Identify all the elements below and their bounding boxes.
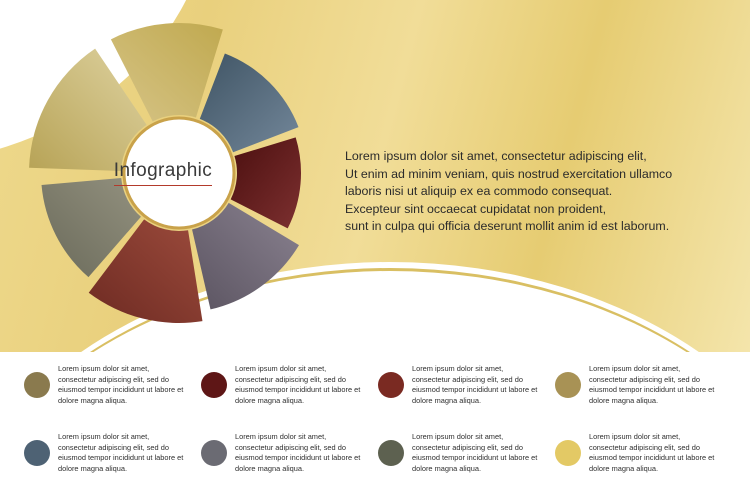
legend-item-text: Lorem ipsum dolor sit amet, consectetur adipiscing elit, sed do eiusmod tempor incididunt ut labore et dolore magna aliqua. bbox=[58, 364, 184, 405]
donut-chart bbox=[18, 12, 340, 334]
donut-center-label: Infographic bbox=[114, 160, 212, 186]
intro-paragraph-line-2: Ut enim ad minim veniam, quis nostrud exercitation ullamco bbox=[345, 166, 673, 181]
legend-bullet-icon bbox=[201, 440, 227, 466]
legend-item[interactable] bbox=[24, 432, 201, 492]
legend-item-text: Lorem ipsum dolor sit amet, consectetur adipiscing elit, sed do eiusmod tempor incididunt ut labore et dolore magna aliqua. bbox=[589, 432, 715, 473]
legend-item[interactable] bbox=[201, 364, 378, 424]
legend-item[interactable] bbox=[555, 364, 732, 424]
legend-item[interactable] bbox=[555, 432, 732, 492]
legend-bullet-icon bbox=[555, 440, 581, 466]
intro-paragraph-line-1: Lorem ipsum dolor sit amet, consectetur adipiscing elit, bbox=[345, 149, 647, 163]
legend-item-text: Lorem ipsum dolor sit amet, consectetur adipiscing elit, sed do eiusmod tempor incididunt ut labore et dolore magna aliqua. bbox=[589, 364, 715, 405]
legend-bullet-icon bbox=[555, 372, 581, 398]
legend-grid bbox=[24, 364, 734, 492]
legend-item-text: Lorem ipsum dolor sit amet, consectetur adipiscing elit, sed do eiusmod tempor incididunt ut labore et dolore magna aliqua. bbox=[412, 432, 538, 473]
legend-item[interactable] bbox=[378, 364, 555, 424]
legend-item-text: Lorem ipsum dolor sit amet, consectetur adipiscing elit, sed do eiusmod tempor incididunt ut labore et dolore magna aliqua. bbox=[412, 364, 538, 405]
legend-bullet-icon bbox=[378, 440, 404, 466]
intro-paragraph-line-5: sunt in culpa qui officia deserunt mollit anim id est laborum. bbox=[345, 219, 670, 233]
intro-paragraph-line-4: Excepteur sint occaecat cupidatat non proident, bbox=[345, 201, 607, 216]
legend-bullet-icon bbox=[24, 440, 50, 466]
donut-chart-svg bbox=[18, 12, 340, 334]
legend-item[interactable] bbox=[201, 432, 378, 492]
legend-item-text: Lorem ipsum dolor sit amet, consectetur adipiscing elit, sed do eiusmod tempor incididunt ut labore et dolore magna aliqua. bbox=[235, 364, 361, 405]
legend-bullet-icon bbox=[378, 372, 404, 398]
legend-item-text: Lorem ipsum dolor sit amet, consectetur adipiscing elit, sed do eiusmod tempor incididunt ut labore et dolore magna aliqua. bbox=[235, 432, 361, 473]
legend-item[interactable] bbox=[378, 432, 555, 492]
legend-item-text: Lorem ipsum dolor sit amet, consectetur adipiscing elit, sed do eiusmod tempor incididunt ut labore et dolore magna aliqua. bbox=[58, 432, 184, 473]
legend-item[interactable] bbox=[24, 364, 201, 424]
intro-paragraph-block bbox=[345, 148, 697, 236]
legend-bullet-icon bbox=[201, 372, 227, 398]
legend-bullet-icon bbox=[24, 372, 50, 398]
intro-paragraph-line-3: laboris nisi ut aliquip ex ea commodo consequat. bbox=[345, 184, 613, 198]
